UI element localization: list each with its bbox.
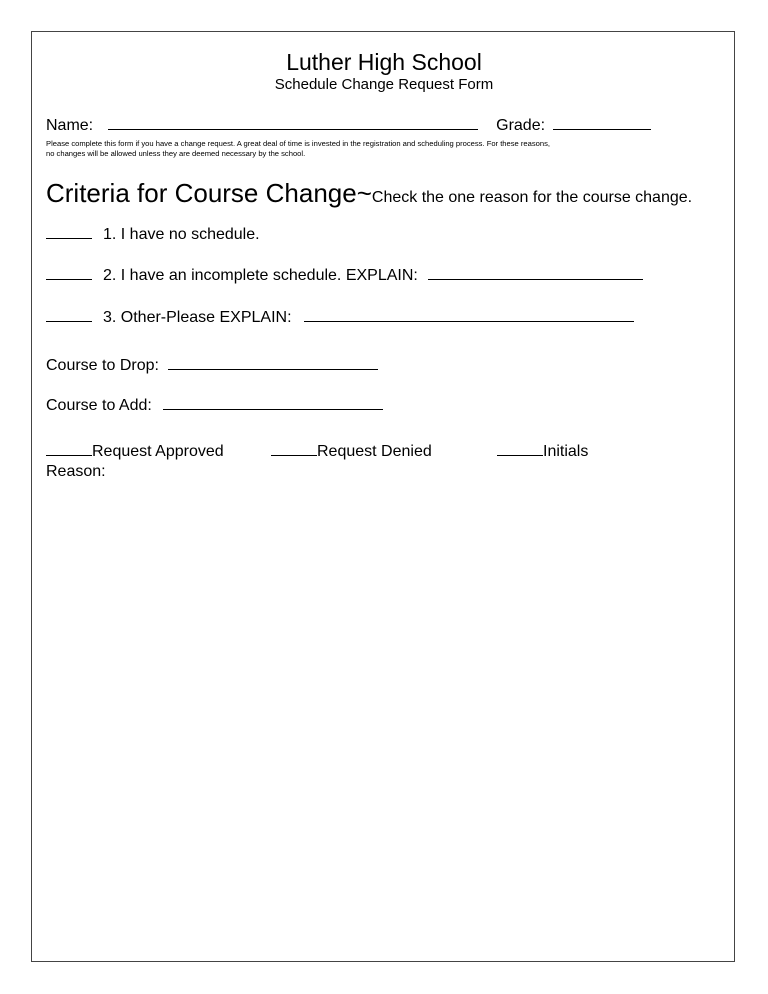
criteria-subheading: Check the one reason for the course change.	[371, 189, 693, 206]
course-drop-row	[46, 357, 378, 375]
approved-label: Request Approved	[92, 443, 224, 460]
initials-group	[497, 443, 588, 461]
course-drop-label: Course to Drop:	[46, 357, 159, 374]
course-add-label: Course to Add:	[46, 397, 152, 414]
option-1-check-field[interactable]	[46, 237, 92, 239]
grade-field[interactable]	[553, 128, 651, 130]
denied-check-field[interactable]	[271, 454, 317, 456]
instructions-line-2: no changes will be allowed unless they are deemed necessary by the school.	[46, 149, 306, 158]
initials-label: Initials	[543, 443, 589, 460]
option-1-label: 1. I have no schedule.	[103, 226, 260, 243]
option-2-check-field[interactable]	[46, 278, 92, 280]
option-3-label: 3. Other-Please EXPLAIN:	[103, 309, 292, 326]
denied-group	[271, 443, 432, 461]
name-grade-row	[46, 117, 651, 135]
approved-check-field[interactable]	[46, 454, 92, 456]
form-title: Schedule Change Request Form	[274, 76, 494, 93]
course-add-row	[46, 397, 383, 415]
reason-label: Reason:	[46, 463, 106, 480]
approved-group	[46, 443, 224, 461]
denied-label: Request Denied	[317, 443, 432, 460]
criteria-heading-row	[46, 178, 692, 209]
name-label: Name:	[46, 117, 94, 134]
initials-field[interactable]	[497, 454, 543, 456]
criteria-heading: Criteria for Course Change~	[46, 178, 372, 208]
school-name: Luther High School	[286, 49, 482, 75]
grade-label: Grade:	[496, 117, 546, 134]
page-border	[31, 31, 735, 962]
option-2-label: 2. I have an incomplete schedule. EXPLAIN:	[103, 267, 418, 284]
option-1-row	[46, 226, 260, 244]
course-drop-field[interactable]	[168, 368, 378, 370]
option-2-row	[46, 267, 643, 285]
name-field[interactable]	[108, 128, 478, 130]
option-3-explain-field[interactable]	[304, 320, 634, 322]
option-3-row	[46, 309, 634, 327]
option-2-explain-field[interactable]	[428, 278, 643, 280]
option-3-check-field[interactable]	[46, 320, 92, 322]
instructions-line-1: Please complete this form if you have a change request. A great deal of time is invested in the registration and scheduling process. For these reasons,	[46, 139, 551, 148]
course-add-field[interactable]	[163, 408, 383, 410]
